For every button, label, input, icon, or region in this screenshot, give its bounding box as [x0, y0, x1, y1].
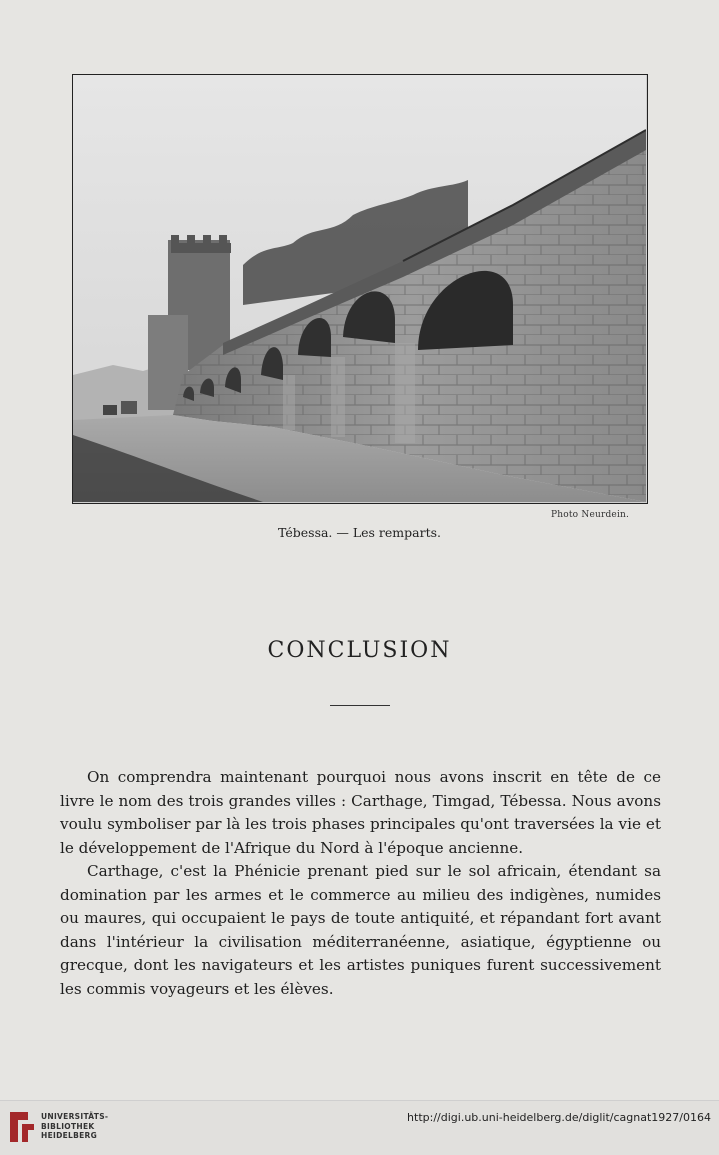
photo-tebessa-ramparts — [72, 74, 648, 504]
body-text — [60, 766, 661, 1001]
chapter-heading: CONCLUSION — [267, 638, 452, 663]
paragraph-1: On comprendra maintenant pourquoi nous avons inscrit en tête de ce livre le nom des trois grandes villes : Carthage, Timgad, Tébessa. Nous avons voulu symboliser par là les trois phases principales qu'ont traversées la vie et le développement de l'Afrique du Nord à l'époque ancienne. — [60, 768, 661, 857]
photo-credit: Photo Neurdein. — [551, 510, 630, 520]
library-name: UNIVERSITÄTS- BIBLIOTHEK HEIDELBERG — [41, 1112, 109, 1140]
permalink-url[interactable]: http://digi.ub.uni-heidelberg.de/diglit/cagnat1927/0164 — [407, 1111, 711, 1124]
university-library-logo — [8, 1108, 36, 1146]
photo-caption: Tébessa. — Les remparts. — [277, 525, 442, 540]
heading-rule — [330, 705, 390, 706]
paragraph-2: Carthage, c'est la Phénicie prenant pied sur le sol africain, étendant sa domination par les armes et le commerce au milieu des indigènes, numides ou maures, qui occupaient le pays de toute antiquité, et répandant fort avant dans l'intérieur la civilisation méditerranéenne, asiatique, égyptienne ou grecque, dont les navigateurs et les artistes puniques furent successivement les commis voyageurs et les élèves. — [60, 862, 661, 998]
